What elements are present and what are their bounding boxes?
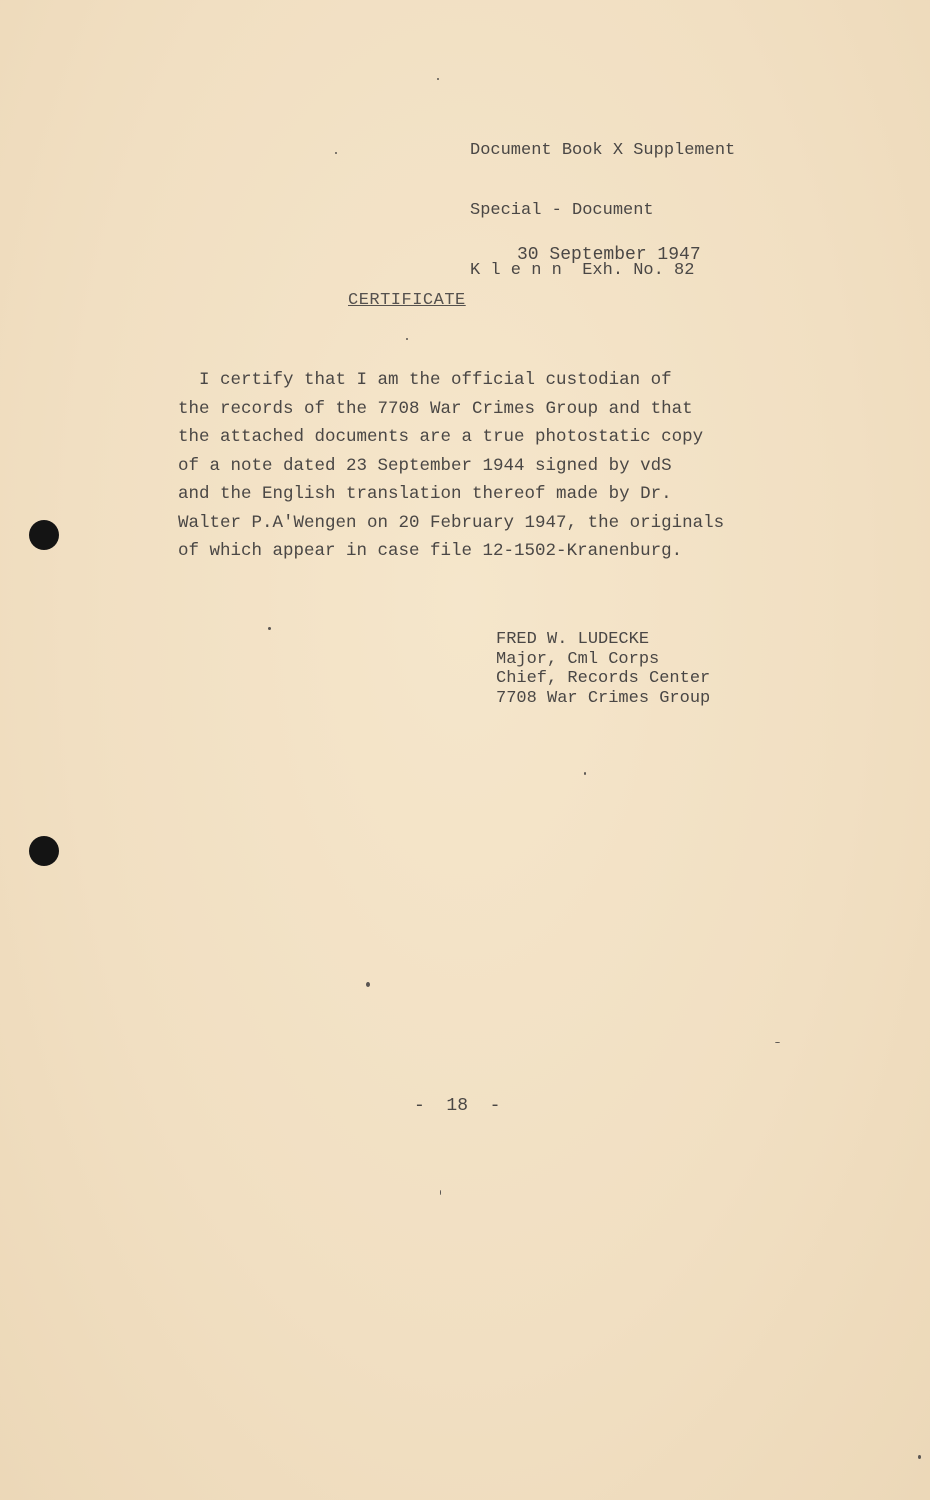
punch-hole (29, 836, 59, 866)
paper-speck (584, 772, 586, 775)
certificate-body (178, 366, 818, 566)
paper-speck (366, 982, 370, 987)
paper-speck (406, 338, 408, 340)
paper-speck (268, 627, 271, 630)
paper-speck (440, 1190, 441, 1195)
header-line-exhibit: K l e n n Exh. No. 82 (470, 261, 695, 280)
page-number: - 18 - (414, 1096, 501, 1116)
header-line-book: Document Book X Supplement (470, 141, 736, 160)
header-line-special: Special - Document (470, 201, 654, 220)
paper-speck (775, 1042, 780, 1043)
body-line: of which appear in case file 12-1502-Kranenburg. (178, 541, 683, 561)
signer-name: FRED W. LUDECKE (496, 630, 650, 649)
signature-block (496, 630, 710, 708)
body-line: the attached documents are a true photostatic copy (178, 427, 704, 447)
signer-position: Chief, Records Center (496, 669, 711, 688)
paper-speck (918, 1455, 921, 1459)
paper-speck (335, 152, 337, 154)
punch-hole (29, 520, 59, 550)
document-reference-header (470, 101, 890, 321)
document-date: 30 September 1947 (517, 245, 701, 265)
body-line: Walter P.A'Wengen on 20 February 1947, the originals (178, 512, 725, 533)
signer-rank: Major, Cml Corps (496, 649, 660, 669)
body-line: I certify that I am the official custodian of (178, 370, 672, 390)
signer-unit: 7708 War Crimes Group (496, 688, 711, 708)
body-line: of a note dated 23 September 1944 signed by vdS (178, 455, 672, 476)
body-line: and the English translation thereof made by Dr. (178, 484, 672, 504)
body-line: the records of the 7708 War Crimes Group and that (178, 398, 693, 419)
document-title: CERTIFICATE (348, 291, 466, 310)
paper-speck (437, 78, 439, 80)
